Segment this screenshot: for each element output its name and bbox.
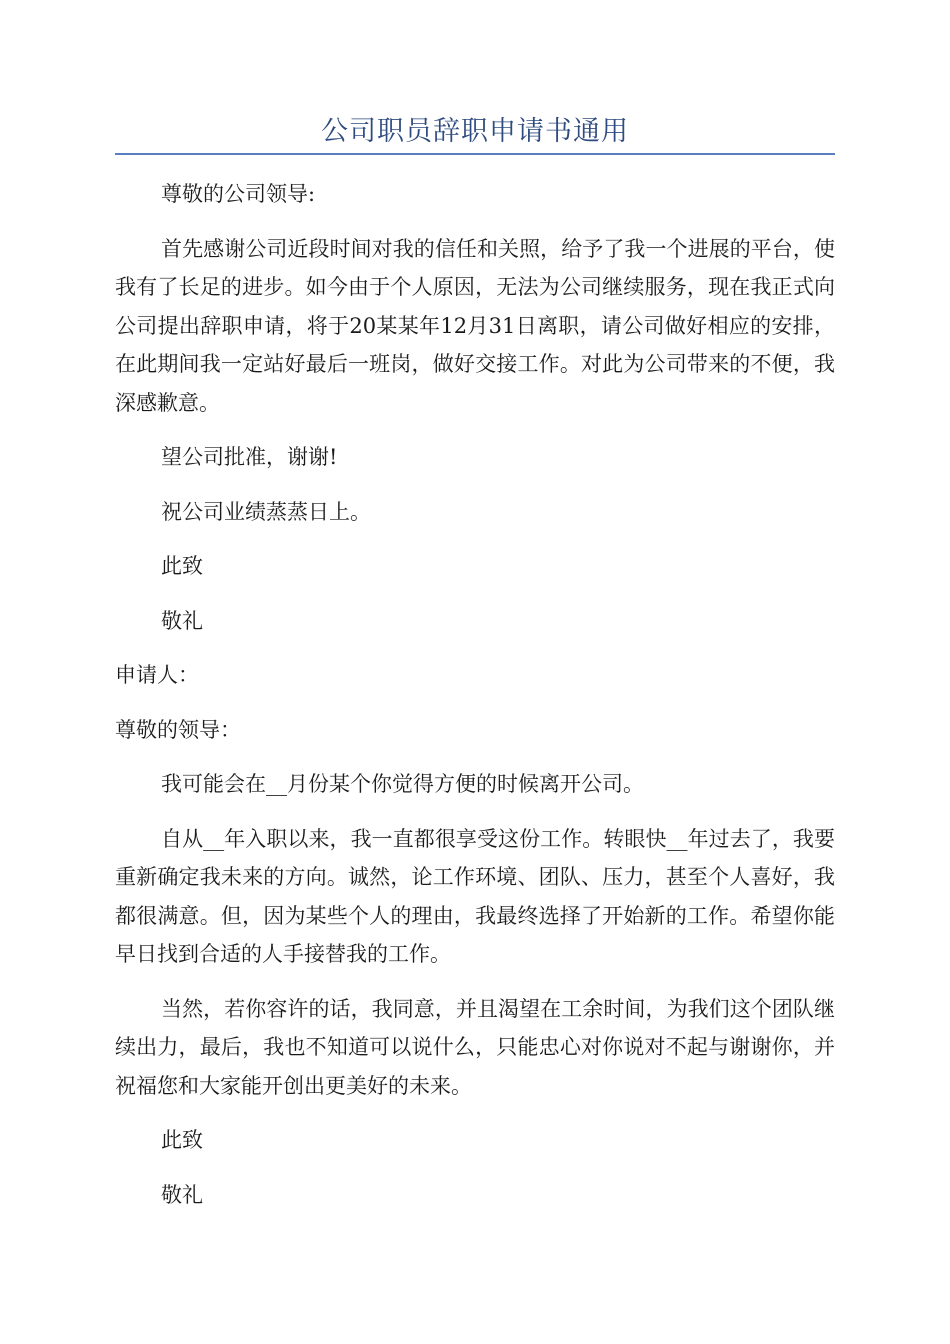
- document-body: [115, 175, 835, 1214]
- closing-cizhi-2: 此致: [161, 1128, 203, 1152]
- paragraph-reasons: 自从__年入职以来，我一直都很享受这份工作。转眼快__年过去了，我要重新确定我未来的方向。诚然，论工作环境、团队、压力，甚至个人喜好，我都很满意。但，因为某些个人的理由，我最终选择了开始新的工作。希望你能早日找到合适的人手接替我的工作。: [115, 826, 835, 966]
- paragraph-well-wishes: 祝公司业绩蒸蒸日上。: [161, 499, 371, 524]
- closing-jingli-1: 敬礼: [161, 608, 203, 633]
- document-title: 公司职员辞职申请书通用: [321, 116, 629, 147]
- closing-cizhi-1: 此致: [161, 554, 203, 578]
- paragraph-resignation-notice: 首先感谢公司近段时间对我的信任和关照，给予了我一个进展的平台，使我有了长足的进步。如今由于个人原因，无法为公司继续服务，现在我正式向公司提出辞职申请，将于20某某年12月31日离职，请公司做好相应的安排，在此期间我一定站好最后一班岗，做好交接工作。对此为公司带来的不便，我深感歉意。: [115, 236, 835, 415]
- title-underline: [115, 153, 835, 155]
- closing-jingli-2: 敬礼: [161, 1182, 203, 1207]
- salutation-2: 尊敬的领导：: [115, 717, 241, 742]
- applicant-label: 申请人：: [115, 663, 199, 687]
- paragraph-leaving-month: 我可能会在__月份某个你觉得方便的时候离开公司。: [161, 772, 644, 796]
- paragraph-request-approval: 望公司批准，谢谢!: [161, 445, 338, 469]
- salutation-1: 尊敬的公司领导:: [161, 182, 316, 206]
- paragraph-continued-help: 当然，若你容许的话，我同意，并且渴望在工余时间，为我们这个团队继续出力，最后，我也不知道可以说什么，只能忠心对你说对不起与谢谢你，并祝福您和大家能开创出更美好的未来。: [115, 996, 835, 1098]
